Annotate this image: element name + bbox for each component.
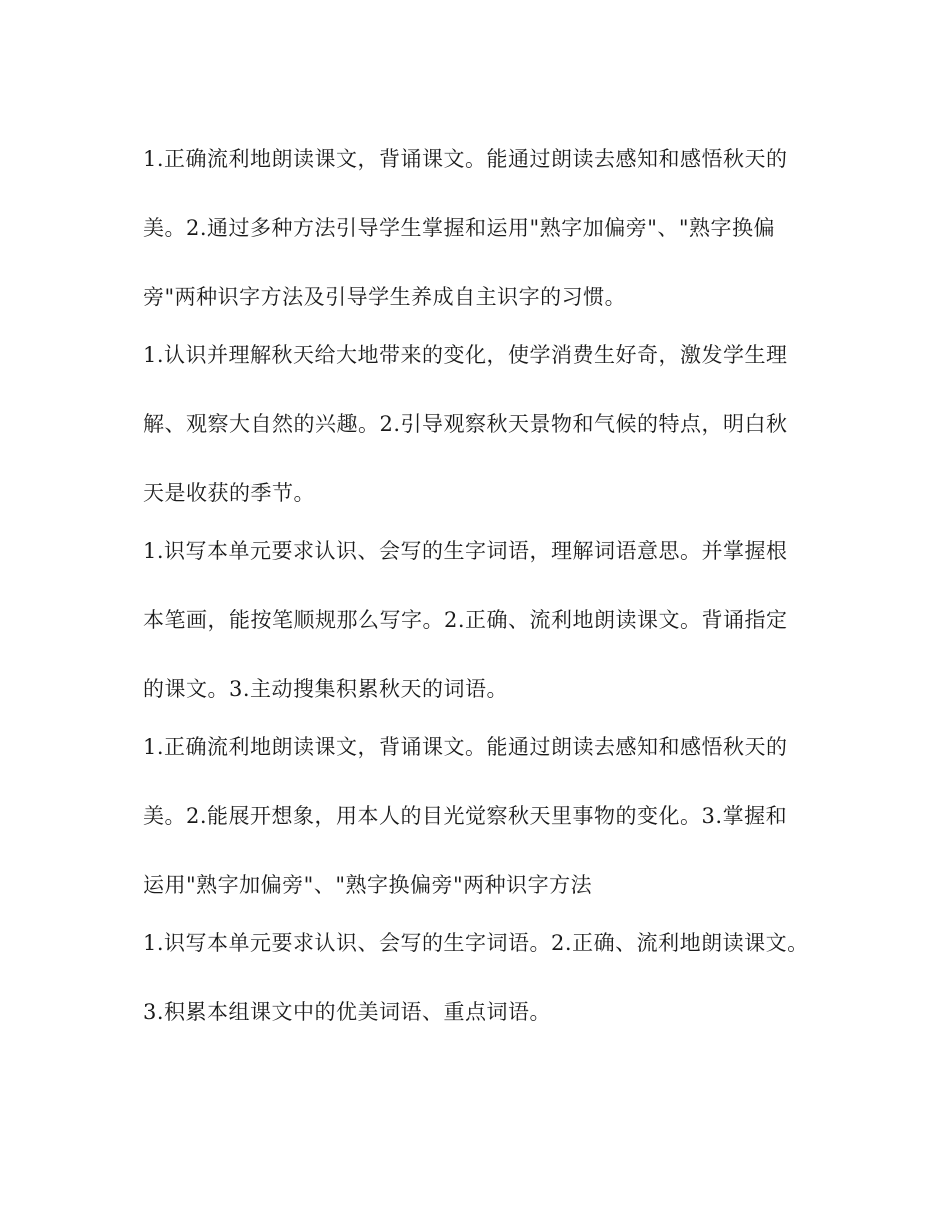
text-line: 解、观察大自然的兴趣。2.引导观察秋天景物和气候的特点，明白秋 [143, 412, 788, 436]
text-line: 本笔画，能按笔顺规那么写字。2.正确、流利地朗读课文。背诵指定 [143, 608, 788, 632]
text-line: 1.识写本单元要求认识、会写的生字词语。2.正确、流利地朗读课文。 [143, 931, 809, 955]
text-line: 1.认识并理解秋天给大地带来的变化，使学消费生好奇，激发学生理 [143, 343, 788, 367]
text-line: 美。2.通过多种方法引导学生掌握和运用"熟字加偏旁"、"熟字换偏 [143, 216, 776, 240]
paragraph-1 [143, 137, 833, 333]
text-line: 旁"两种识字方法及引导学生养成自主识字的习惯。 [143, 285, 627, 309]
text-line: 1.正确流利地朗读课文，背诵课文。能通过朗读去感知和感悟秋天的 [143, 735, 788, 759]
document-body [143, 137, 833, 1048]
text-line: 1.识写本单元要求认识、会写的生字词语，理解词语意思。并掌握根 [143, 539, 788, 563]
text-line: 的课文。3.主动搜集积累秋天的词语。 [143, 677, 509, 701]
paragraph-3 [143, 529, 833, 725]
text-line: 3.积累本组课文中的优美词语、重点词语。 [143, 1000, 552, 1024]
text-line: 美。2.能展开想象，用本人的目光觉察秋天里事物的变化。3.掌握和 [143, 804, 788, 828]
paragraph-2 [143, 333, 833, 529]
paragraph-4 [143, 725, 833, 921]
text-line: 1.正确流利地朗读课文，背诵课文。能通过朗读去感知和感悟秋天的 [143, 147, 788, 171]
paragraph-5 [143, 921, 833, 1048]
text-line: 运用"熟字加偏旁"、"熟字换偏旁"两种识字方法 [143, 873, 593, 897]
text-line: 天是收获的季节。 [143, 481, 315, 505]
